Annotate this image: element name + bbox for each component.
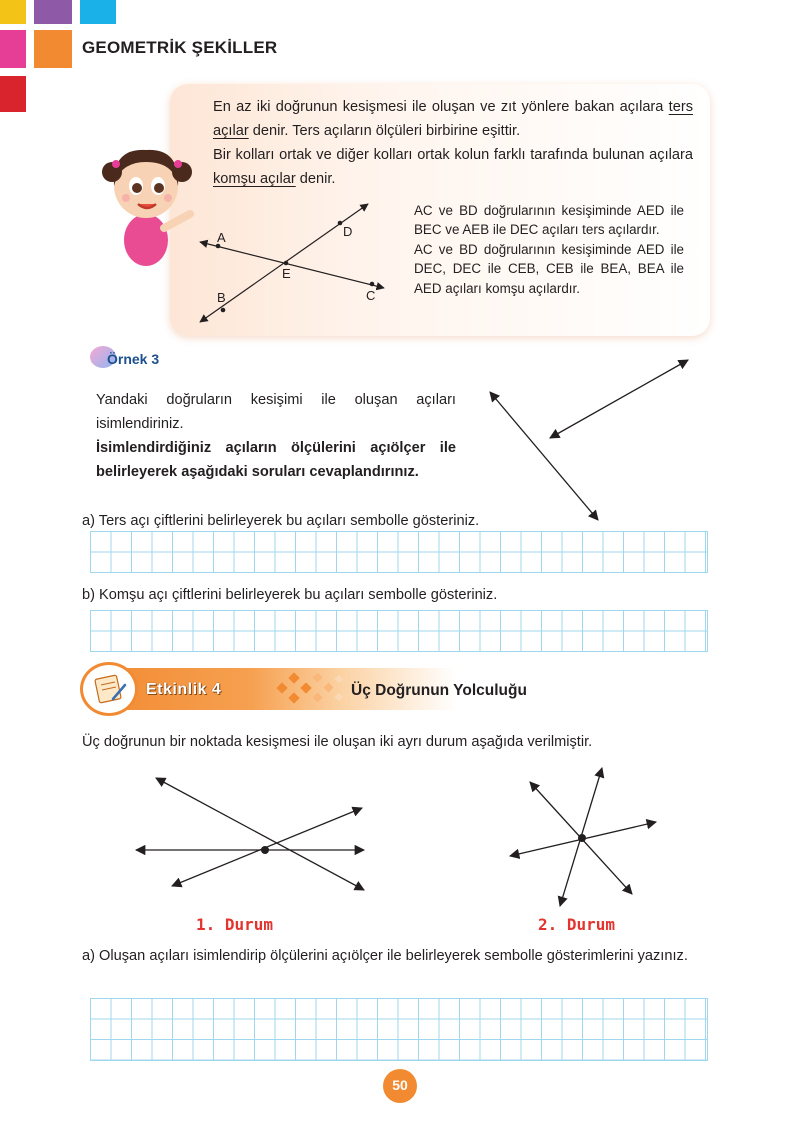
info-side-text [414, 201, 684, 298]
answer-grid-b[interactable] [90, 610, 708, 652]
corner-square-purple [34, 0, 72, 24]
corner-square-red [0, 76, 26, 112]
point-label-d: D [343, 224, 353, 239]
activity-title: Üç Doğrunun Yolculuğu [351, 682, 527, 699]
term-ters-acilar: ters açılar [213, 99, 693, 139]
activity-label: Etkinlik 4 [146, 681, 222, 698]
example-label: Örnek 3 [107, 351, 160, 367]
activity-question-a: a) Oluşan açıları isimlendirip ölçülerini açıölçer ile belirleyerek sembolle gösterimlerini yazınız. [82, 948, 688, 964]
example-instruction: Yandaki doğruların kesişimi ile oluşan açıları isimlendiriniz. [96, 392, 456, 432]
page-number: 50 [392, 1077, 408, 1093]
example-instruction-bold: İsimlendirdiğiniz açıların ölçülerini açıölçer ile belirleyerek aşağıdaki soruları cevaplandırınız. [96, 440, 456, 480]
side-text-komsu: AC ve BD doğrularının kesişiminde AED ile DEC, DEC ile CEB, CEB ile BEA, BEA ile AED açıları komşu açılardır. [414, 241, 684, 296]
corner-square-pink [0, 30, 26, 68]
definition-ters-acilar: En az iki doğrunun kesişmesi ile oluşan ve zıt yönlere bakan açılara ters açılar denir. Ters açıların ölçüleri birbirine eşittir. [213, 99, 693, 139]
corner-square-cyan [80, 0, 116, 24]
point-label-a: A [217, 230, 226, 245]
intersecting-lines-diagram [190, 196, 390, 332]
info-text [213, 95, 693, 191]
corner-square-yellow [0, 0, 26, 24]
question-b: b) Komşu açı çiftlerini belirleyerek bu açıları sembolle gösteriniz. [82, 587, 498, 603]
case-1-label: 1. Durum [196, 915, 274, 934]
side-text-ters: AC ve BD doğrularının kesişiminde AED ile BEC ve AEB ile DEC açıları ters açılardır. [414, 203, 684, 238]
point-label-e: E [282, 266, 291, 281]
case-2-diagram [502, 762, 662, 912]
case-1-diagram [128, 768, 374, 896]
girl-illustration [98, 128, 200, 268]
question-a: a) Ters açı çiftlerini belirleyerek bu açıları sembolle gösteriniz. [82, 513, 480, 529]
page-title: GEOMETRİK ŞEKİLLER [82, 38, 278, 57]
example-lines-diagram [484, 352, 696, 528]
definition-komsu-acilar: Bir kolları ortak ve diğer kolları ortak kolun farklı tarafında bulunan açılara komşu açılar denir. [213, 147, 693, 187]
point-label-c: C [366, 288, 376, 303]
corner-square-orange [34, 30, 72, 68]
activity-notebook-icon [80, 662, 138, 716]
point-label-b: B [217, 290, 226, 305]
answer-grid-a[interactable] [90, 531, 708, 573]
activity-intro: Üç doğrunun bir noktada kesişmesi ile oluşan iki ayrı durum aşağıda verilmiştir. [82, 734, 593, 750]
case-2-label: 2. Durum [538, 915, 616, 934]
example-text [96, 388, 456, 484]
activity-decor-diamonds [270, 668, 350, 712]
term-komsu-acilar: komşu açılar [213, 171, 296, 187]
answer-grid-activity[interactable] [90, 998, 708, 1061]
